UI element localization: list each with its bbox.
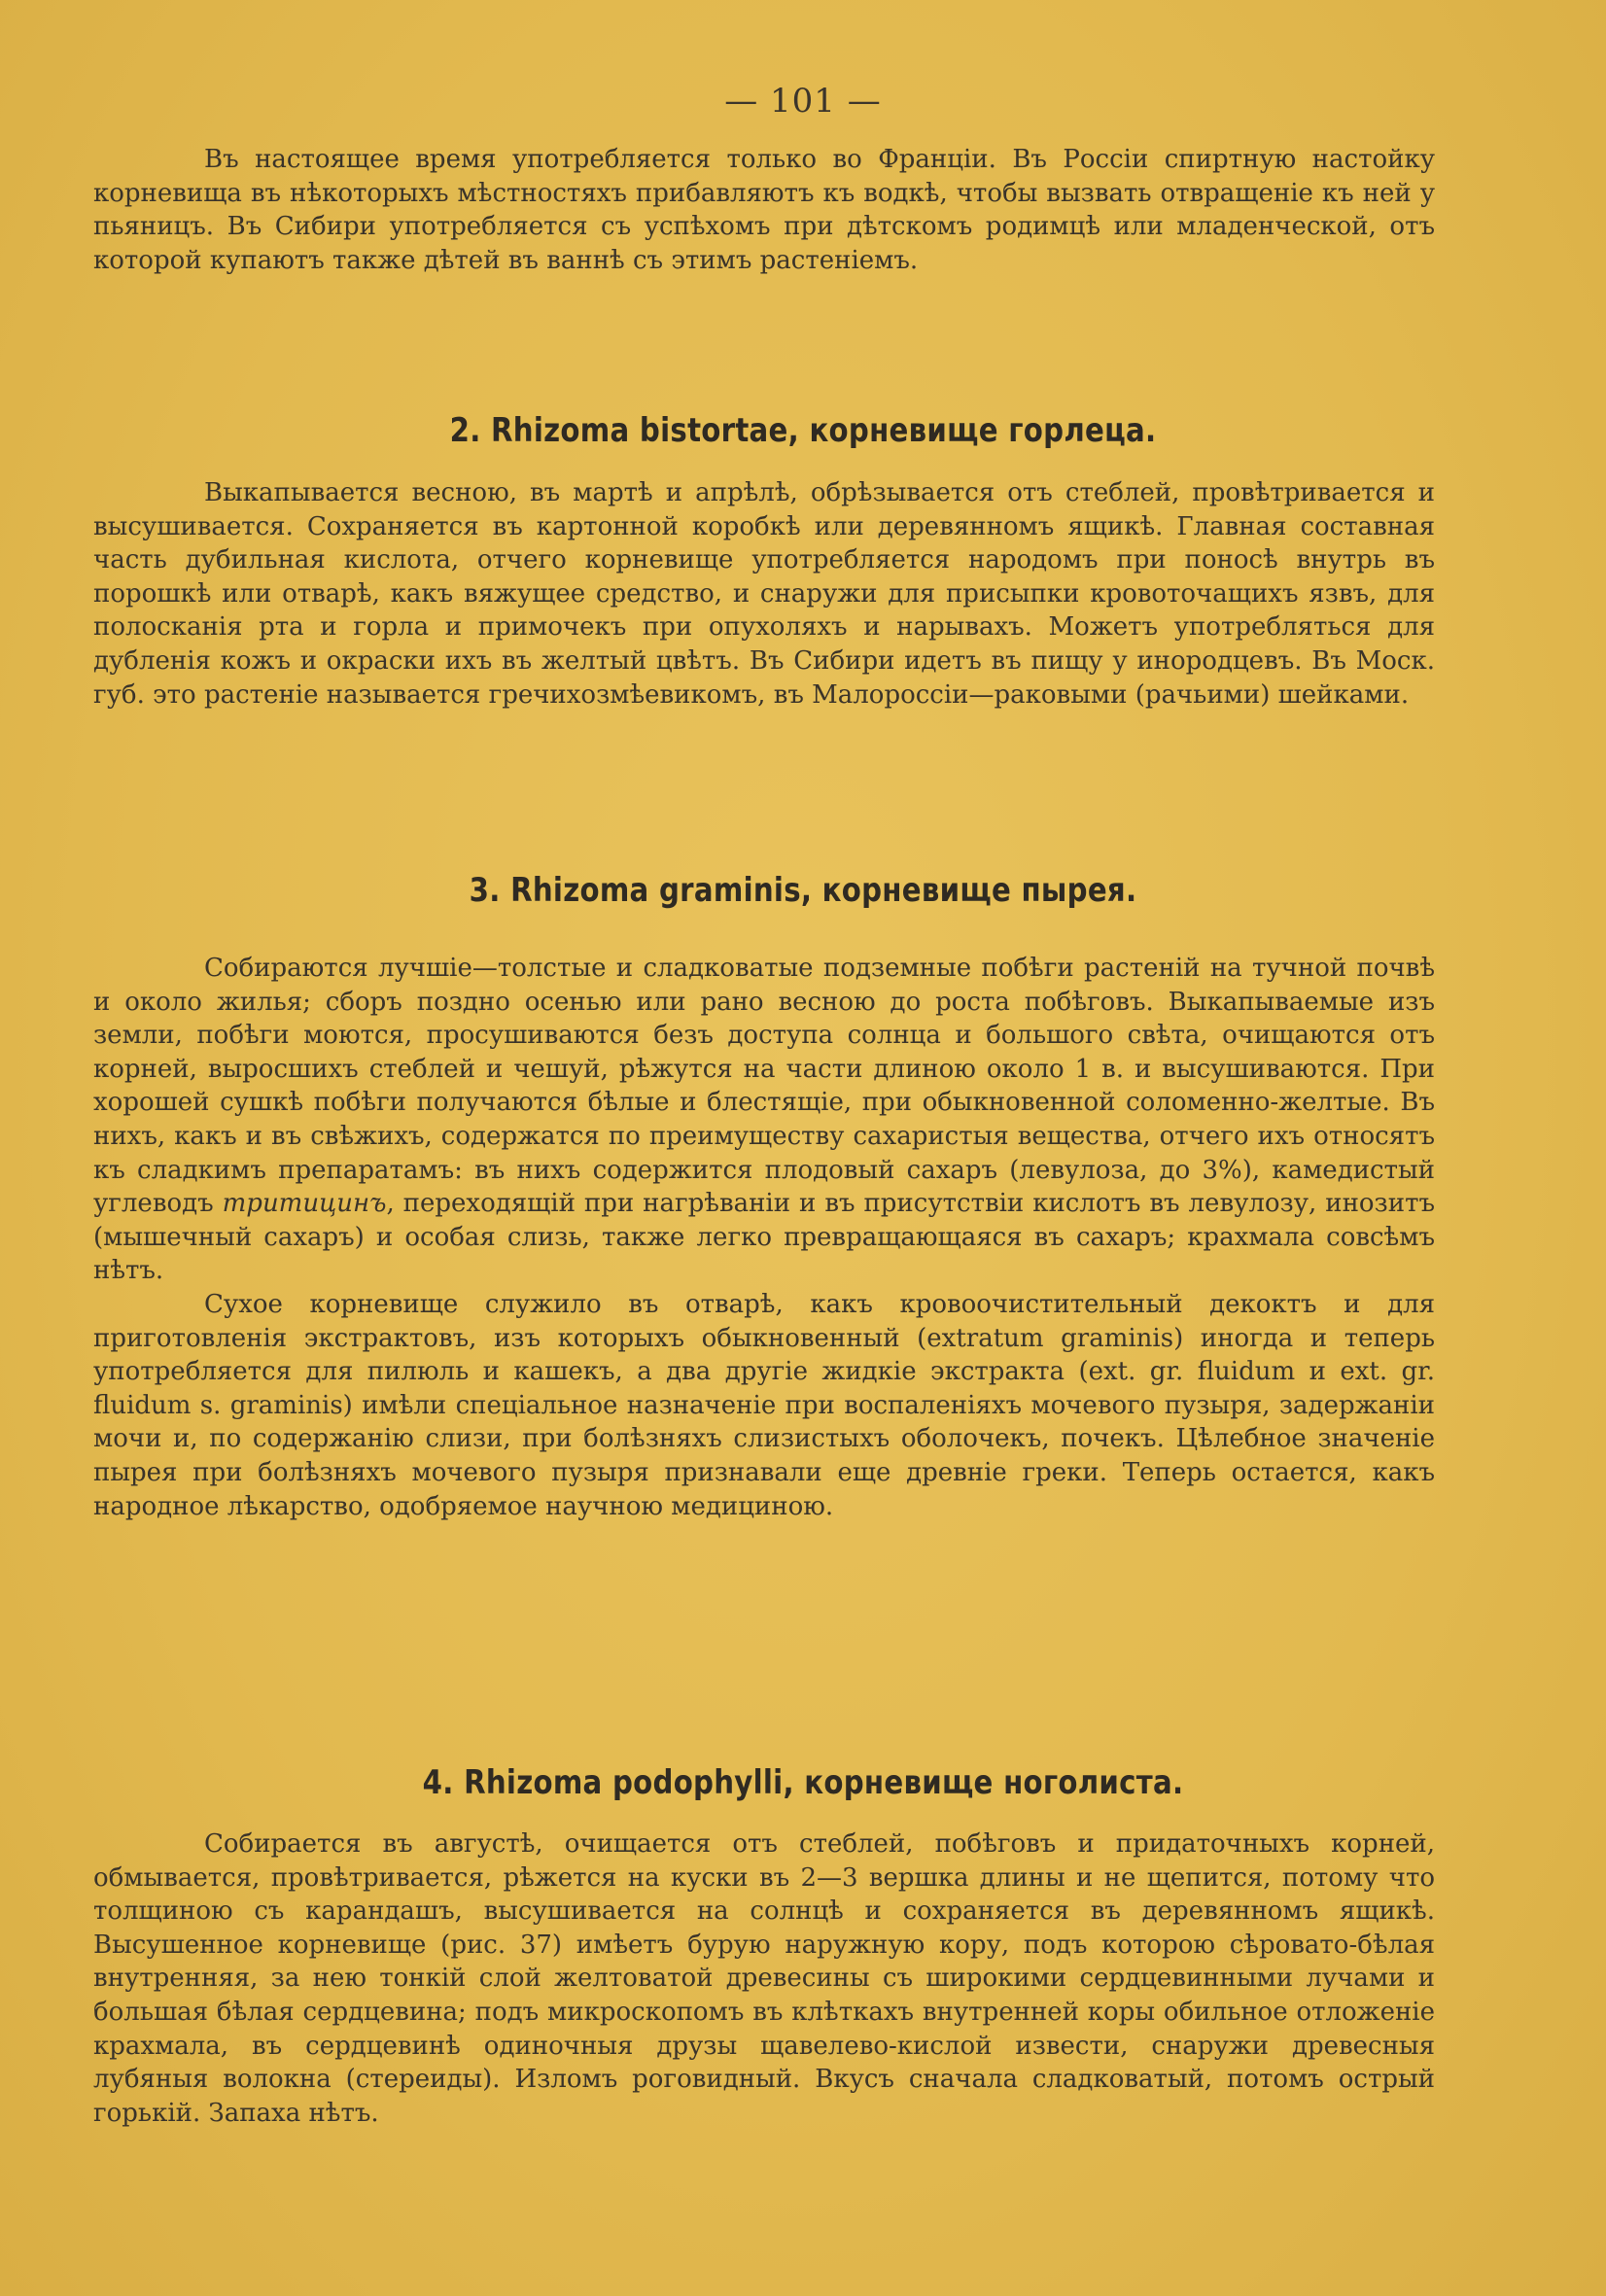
- podophylli-text-block: [93, 1827, 1435, 2130]
- graminis-paragraph-1: [93, 952, 1435, 1288]
- section-heading-podophylli: 4. Rhizoma podophylli, корневище ноголиста.: [422, 1763, 1184, 1802]
- italic-term-triticin: тритицинъ: [222, 1189, 387, 1219]
- intro-paragraph: Въ настоящее время употребляется только во Франціи. Въ Россіи спиртную настойку корневища въ нѣкоторыхъ мѣстностяхъ прибавляютъ къ водкѣ, чтобы вызвать отвращеніе къ ней у пьяницъ. Въ Сибири употребляется съ успѣхомъ при дѣтскомъ родимцѣ или младенческой, отъ которой купаютъ также дѣтей въ ваннѣ съ этимъ растеніемъ.: [93, 145, 1435, 275]
- podophylli-paragraph: Собирается въ августѣ, очищается отъ стеблей, побѣговъ и придаточныхъ корней, обмывается, провѣтривается, рѣжется на куски въ 2—3 вершка длины и не щепится, потому что толщиною съ карандашъ, высушивается на солнцѣ и сохраняется въ деревянномъ ящикѣ. Высушенное корневище (рис. 37) имѣетъ бурую наружную кору, подъ которою сѣровато-бѣлая внутренняя, за нею тонкій слой желтоватой древесины съ широкими сердцевинными лучами и большая бѣлая сердцевина; подъ микроскопомъ въ клѣткахъ внутренней коры обильное отложеніе крахмала, въ сердцевинѣ одиночныя друзы щавелево-кислой извести, снаружи древесныя лубяныя волокна (стереиды). Изломъ роговидный. Вкусъ сначала сладковатый, потомъ острый горькій. Запаха нѣтъ.: [93, 1829, 1435, 2128]
- bistortae-text-block: [93, 476, 1435, 712]
- intro-text-block: [93, 143, 1435, 277]
- graminis-paragraph-2: Сухое корневище служило въ отварѣ, какъ кровоочистительный декоктъ и для приготовленія экстрактовъ, изъ которыхъ обыкновенный (extratum graminis) иногда и теперь употребляется для пилюль и кашекъ, а два другіе жидкіе экстракта (ext. gr. fluidum и ext. gr. fluidum s. graminis) имѣли спеціальное назначеніе при воспаленіяхъ мочевого пузыря, задержаніи мочи и, по содержанію слизи, при болѣзняхъ слизистыхъ оболочекъ, почекъ. Цѣлебное значеніе пырея при болѣзняхъ мочевого пузыря признавали еще древніе греки. Теперь остается, какъ народное лѣкарство, одобряемое научною медициною.: [93, 1289, 1435, 1521]
- page-number: — 101 —: [724, 82, 882, 121]
- graminis-paragraph-1-text: Собираются лучшіе—толстые и сладковатые подземные побѣги растеній на тучной почвѣ и около жилья; сборъ поздно осенью или рано весною до роста побѣговъ. Выкапываемые изъ земли, побѣги моются, просушиваются безъ доступа солнца и большого свѣта, очищаются отъ корней, выросшихъ стеблей и чешуй, рѣжутся на части длиною около 1 в. и высушиваются. При хорошей сушкѣ побѣги получаются бѣлые и блестящіе, при обыкновенной соломенно-желтые. Въ нихъ, какъ и въ свѣжихъ, содержатся по преимуществу сахаристыя вещества, отчего ихъ относятъ къ сладкимъ препаратамъ: въ нихъ содержится плодовый сахаръ (левулоза, до 3%), камедистый углеводъ: [93, 954, 1435, 1219]
- section-heading-bistortae: 2. Rhizoma bistortae, корневище горлеца.: [449, 411, 1157, 450]
- section-heading-graminis: 3. Rhizoma graminis, корневище пырея.: [469, 871, 1137, 910]
- graminis-text-block: [93, 952, 1435, 1523]
- bistortae-paragraph: Выкапывается весною, въ мартѣ и апрѣлѣ, обрѣзывается отъ стеблей, провѣтривается и высушивается. Сохраняется въ картонной коробкѣ или деревянномъ ящикѣ. Главная составная часть дубильная кислота, отчего корневище употребляется народомъ при поносѣ внутрь въ порошкѣ или отварѣ, какъ вяжущее средство, и снаружи для присыпки кровоточащихъ язвъ, для полосканія рта и горла и примочекъ при опухоляхъ и нарывахъ. Можетъ употребляться для дубленія кожъ и окраски ихъ въ желтый цвѣтъ. Въ Сибири идетъ въ пищу у инородцевъ. Въ Моск. губ. это растеніе называется гречихозмѣевикомъ, въ Малороссіи—раковыми (рачьими) шейками.: [93, 478, 1435, 710]
- graminis-paragraph-1-end: , переходящій при нагрѣваніи и въ присутствіи кислотъ въ левулозу, инозитъ (мышечный сахаръ) и особая слизь, также легко превращающаяся въ сахаръ; крахмала совсѣмъ нѣтъ.: [93, 1189, 1435, 1286]
